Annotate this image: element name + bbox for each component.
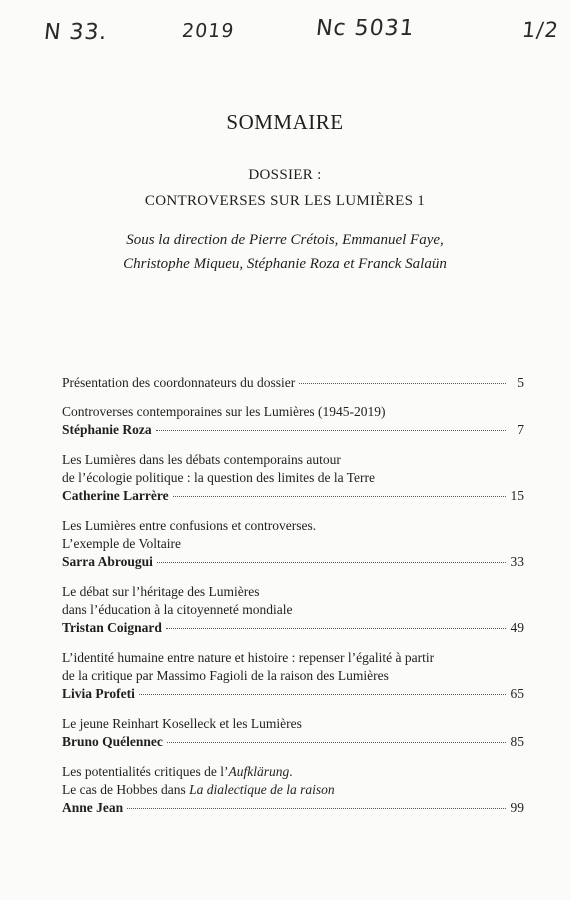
handwritten-issue: N 33. [42, 20, 109, 45]
toc-entry-title-italic: La dialectique de la raison [189, 782, 335, 797]
toc-entry-page: 99 [510, 800, 524, 815]
toc-entry [62, 374, 524, 392]
table-of-contents [62, 374, 524, 817]
toc-entry-row [62, 421, 524, 439]
toc-entry-title: Les Lumières entre confusions et controverses. [62, 518, 317, 533]
toc-entry-title: Le jeune Reinhart Koselleck et les Lumières [62, 716, 302, 731]
toc-entry-page: 65 [510, 686, 524, 701]
toc-entry-page: 85 [510, 734, 524, 749]
dot-leader [127, 808, 506, 809]
toc-entry-row [62, 685, 524, 703]
toc-entry-author: Livia Profeti [62, 686, 135, 701]
toc-entry-title: Les potentialités critiques de l’Aufklärung. [62, 764, 293, 779]
toc-entry-page: 49 [510, 620, 524, 635]
toc-entry [62, 649, 524, 703]
toc-entry [62, 517, 524, 571]
toc-entry-title: Le débat sur l’héritage des Lumières [62, 584, 260, 599]
dot-leader [167, 742, 506, 743]
dossier-label: DOSSIER : [248, 167, 322, 183]
toc-entry-title: Le cas de Hobbes dans La dialectique de la raison [62, 782, 335, 797]
toc-entry [62, 715, 524, 751]
toc-entry-title-italic: Aufklärung [228, 764, 290, 779]
toc-entry-title: de la critique par Massimo Fagioli de la raison des Lumières [62, 668, 389, 683]
toc-entry-row [62, 487, 524, 505]
dot-leader [166, 628, 506, 629]
dossier-theme: CONTROVERSES SUR LES LUMIÈRES 1 [144, 193, 426, 209]
handwritten-page: 1/2 [520, 18, 561, 42]
dot-leader [173, 496, 506, 497]
toc-entry-row [62, 374, 524, 392]
editors-line-2: Christophe Miqueu, Stéphanie Roza et Franck Salaün [123, 256, 447, 272]
editors-line-1: Sous la direction de Pierre Crétois, Emmanuel Faye, [126, 232, 444, 248]
editors-credit [0, 228, 570, 276]
toc-entry-page: 15 [510, 488, 524, 503]
toc-entry-author: Bruno Quélennec [62, 734, 163, 749]
dossier-heading [0, 162, 570, 214]
handwritten-ref: Nc 5031 [314, 16, 416, 41]
toc-entry-row [62, 619, 524, 637]
dot-leader [139, 694, 506, 695]
handwritten-year: 2019 [180, 20, 236, 42]
toc-entry-title: L’exemple de Voltaire [62, 536, 181, 551]
toc-entry-row [62, 799, 524, 817]
dot-leader [299, 383, 506, 384]
toc-entry [62, 763, 524, 817]
toc-entry-author: Tristan Coignard [62, 620, 162, 635]
toc-entry-author: Anne Jean [62, 800, 124, 815]
toc-entry-row [62, 733, 524, 751]
toc-entry-page: 33 [510, 554, 524, 569]
toc-entry [62, 583, 524, 637]
toc-entry-page: 5 [517, 375, 524, 390]
toc-entry-title: Les Lumières dans les débats contemporains autour [62, 452, 341, 467]
dot-leader [157, 562, 506, 563]
page-title: SOMMAIRE [226, 110, 344, 134]
toc-entry-author: Sarra Abrougui [62, 554, 153, 569]
toc-entry-author: Catherine Larrère [62, 488, 169, 503]
toc-entry [62, 403, 524, 439]
toc-entry-page: 7 [517, 422, 524, 437]
dot-leader [156, 430, 506, 431]
toc-entry-author: Stéphanie Roza [62, 422, 152, 437]
toc-entry-title: L’identité humaine entre nature et histoire : repenser l’égalité à partir [62, 650, 435, 665]
toc-entry-title: de l’écologie politique : la question des limites de la Terre [62, 470, 375, 485]
toc-entry-row [62, 553, 524, 571]
toc-entry-title: Présentation des coordonnateurs du dossier [62, 375, 296, 390]
toc-entry [62, 451, 524, 505]
toc-entry-title: dans l’éducation à la citoyenneté mondiale [62, 602, 293, 617]
toc-entry-title: Controverses contemporaines sur les Lumières (1945-2019) [62, 404, 386, 419]
